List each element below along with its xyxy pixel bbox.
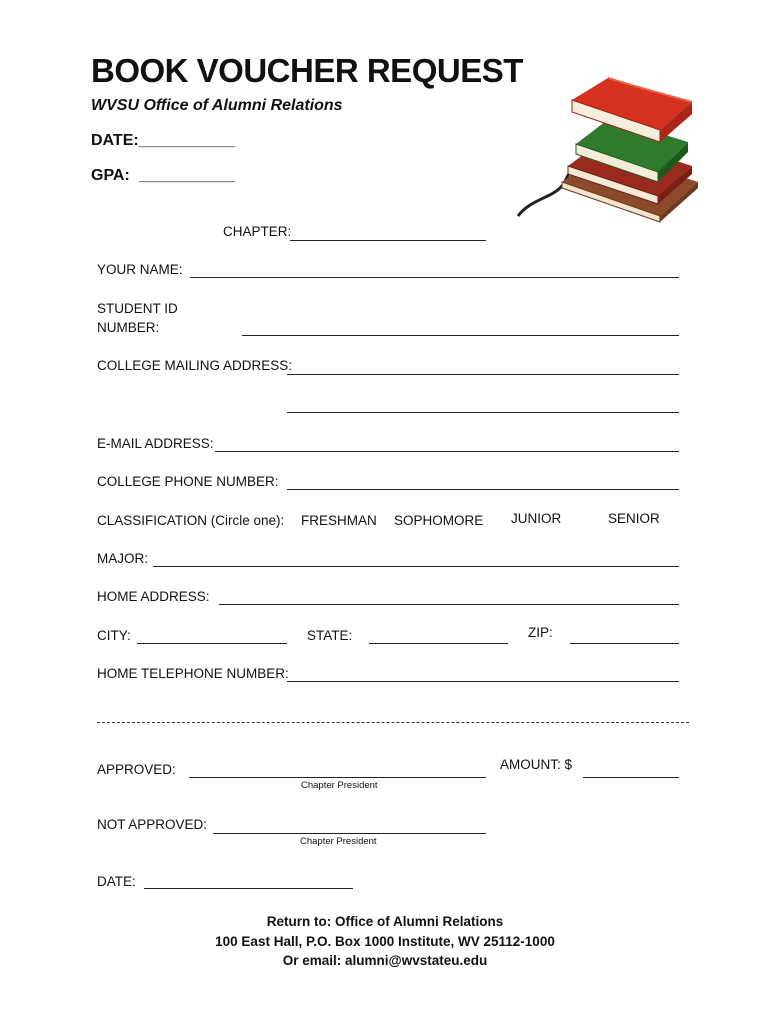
name-label: YOUR NAME: xyxy=(97,262,183,277)
not-approved-label: NOT APPROVED: xyxy=(97,817,208,832)
option-sophomore[interactable]: SOPHOMORE xyxy=(394,513,484,528)
option-senior[interactable]: SENIOR xyxy=(608,511,660,526)
gpa-blank[interactable]: ____________ xyxy=(139,167,234,184)
footer-email[interactable]: Or email: alumni@wvstateu.edu xyxy=(282,953,488,968)
approval-date-field[interactable] xyxy=(144,888,353,889)
student-id-field[interactable] xyxy=(242,335,679,336)
mailing-address-label: COLLEGE MAILING ADDRESS: xyxy=(97,358,293,373)
page-title: BOOK VOUCHER REQUEST xyxy=(91,52,523,89)
state-field[interactable] xyxy=(369,643,508,644)
gpa-label: GPA: xyxy=(91,167,130,184)
amount-field[interactable] xyxy=(583,777,679,778)
option-freshman[interactable]: FRESHMAN xyxy=(301,513,377,528)
student-id-label-line1: STUDENT ID xyxy=(97,301,178,316)
name-field[interactable] xyxy=(190,277,679,278)
date-blank[interactable]: ____________ xyxy=(139,132,234,149)
email-label: E-MAIL ADDRESS: xyxy=(97,436,214,451)
home-phone-field[interactable] xyxy=(287,681,679,682)
chapter-president-caption-1: Chapter President xyxy=(301,780,378,791)
home-address-field[interactable] xyxy=(219,604,679,605)
option-junior[interactable]: JUNIOR xyxy=(511,511,562,526)
college-phone-label: COLLEGE PHONE NUMBER: xyxy=(97,474,279,489)
page-subtitle: WVSU Office of Alumni Relations xyxy=(91,97,343,114)
student-id-label-line2: NUMBER: xyxy=(97,320,160,335)
footer-postal-address: 100 East Hall, P.O. Box 1000 Institute, WV 25112-1000 xyxy=(215,933,555,949)
email-field[interactable] xyxy=(215,451,679,452)
major-field[interactable] xyxy=(153,566,679,567)
return-address-block xyxy=(0,912,770,971)
approval-date-label: DATE: xyxy=(97,874,136,889)
chapter-label: CHAPTER: xyxy=(223,224,292,239)
home-address-label: HOME ADDRESS: xyxy=(97,589,210,604)
approved-signature-field[interactable] xyxy=(189,777,486,778)
college-phone-field[interactable] xyxy=(287,489,679,490)
date-label: DATE: xyxy=(91,132,139,149)
major-label: MAJOR: xyxy=(97,551,149,566)
classification-label: CLASSIFICATION (Circle one): xyxy=(97,513,285,528)
city-label: CITY: xyxy=(97,628,131,643)
mailing-address-field-2[interactable] xyxy=(287,412,679,413)
chapter-field[interactable] xyxy=(290,240,486,241)
zip-field[interactable] xyxy=(570,643,679,644)
state-label: STATE: xyxy=(307,628,353,643)
approved-label: APPROVED: xyxy=(97,762,176,777)
books-stack-icon xyxy=(510,70,710,225)
cut-line-divider xyxy=(97,722,689,723)
footer-return-to: Return to: Office of Alumni Relations xyxy=(266,914,504,929)
home-phone-label: HOME TELEPHONE NUMBER: xyxy=(97,666,289,681)
zip-label: ZIP: xyxy=(528,625,553,640)
city-field[interactable] xyxy=(137,643,287,644)
chapter-president-caption-2: Chapter President xyxy=(300,836,377,847)
amount-label: AMOUNT: $ xyxy=(500,757,573,772)
book-top xyxy=(572,78,692,142)
not-approved-signature-field[interactable] xyxy=(213,833,486,834)
mailing-address-field-1[interactable] xyxy=(287,374,679,375)
